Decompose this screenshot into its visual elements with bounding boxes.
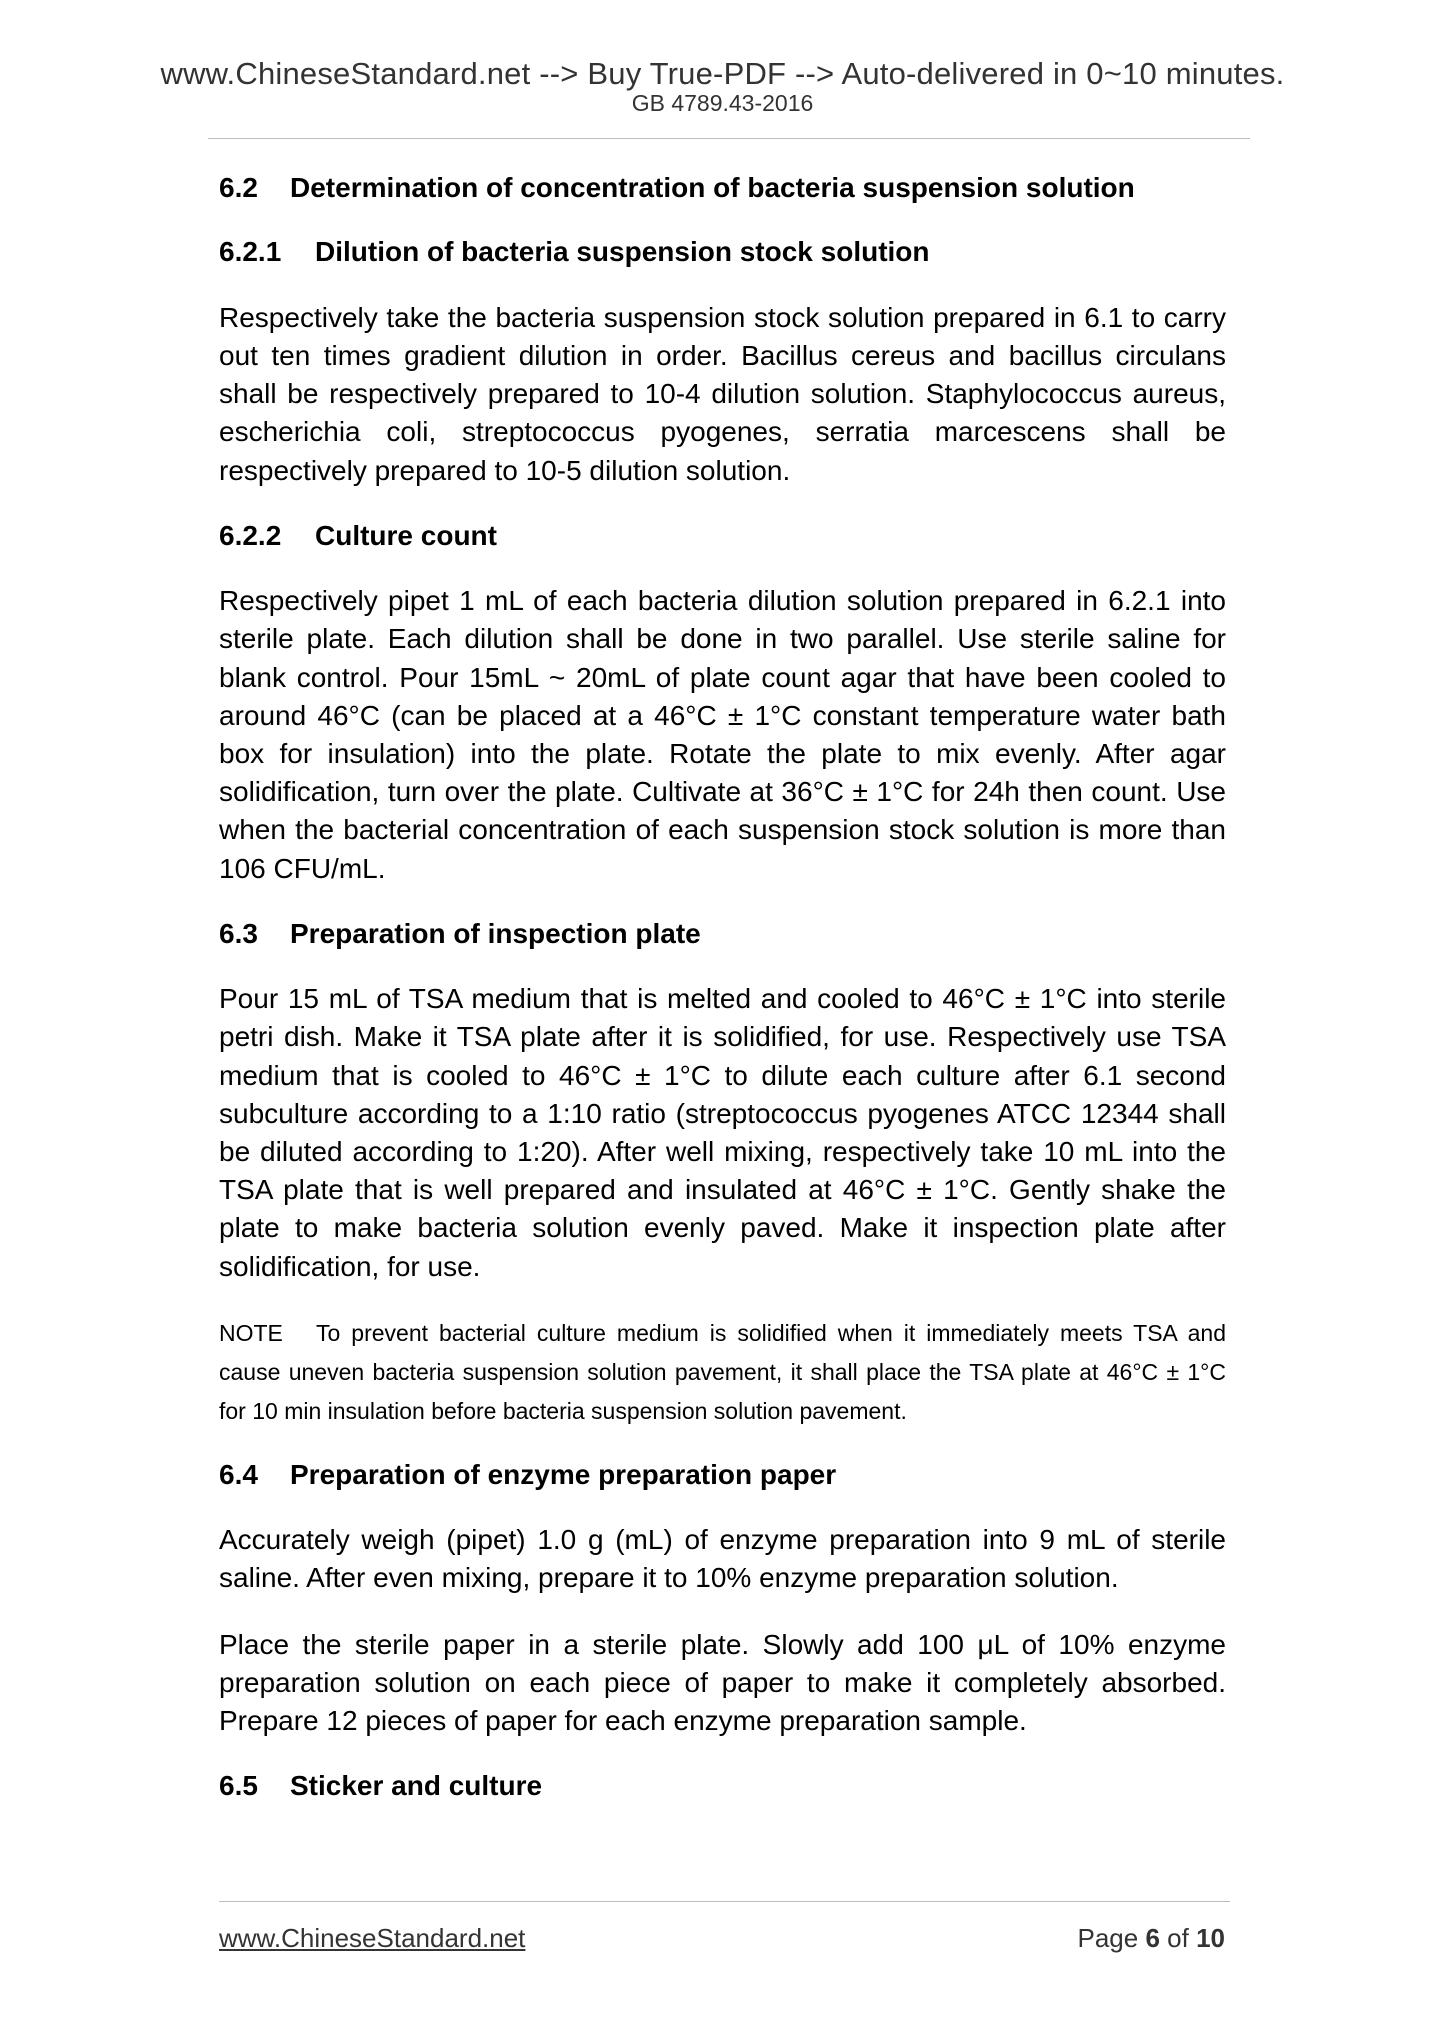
section-number: 6.2.2 [219,519,282,551]
section-heading-6-3 [219,916,1226,952]
section-number: 6.2.1 [219,236,282,268]
header-divider [208,138,1250,139]
section-number: 6.2 [219,172,258,203]
note-label: NOTE [219,1319,283,1346]
section-number: 6.5 [219,1770,258,1802]
section-heading-6-2-1 [219,234,1226,270]
paragraph-6-2-1: Respectively take the bacteria suspension stock solution prepared in 6.1 to carry out ten times gradient dilution in order. Bacillus cereus and bacillus circulans shall be respectively prepared to 10-4 dilution solution. Staphylococcus aureus, escherichia coli, streptococcus pyogenes, serratia marcescens shall be respectively prepared to 10-5 dilution solution. [219,301,1226,486]
footer-divider [219,1901,1230,1902]
footer-site-link[interactable]: www.ChineseStandard.net [219,1923,526,1953]
section-heading-6-4 [219,1457,1226,1493]
section-heading-6-2-2 [219,518,1226,554]
page-of: of [1167,1923,1189,1953]
note-text: To prevent bacterial culture medium is solidified when it immediately meets TSA and cause uneven bacteria suspension solution pavement, it shall place the TSA plate at 46°C ± 1°C for 10 min insulation before bacteria suspension solution pavement. [219,1319,1226,1424]
section-number: 6.3 [219,917,258,949]
paragraph-6-4-b: Place the sterile paper in a sterile plate. Slowly add 100 μL of 10% enzyme preparation solution on each piece of paper to make it completely absorbed. Prepare 12 pieces of paper for each enzyme preparation sample. [219,1628,1226,1737]
page-total: 10 [1196,1923,1225,1953]
paragraph-6-3: Pour 15 mL of TSA medium that is melted and cooled to 46°C ± 1°C into sterile petri dish. Make it TSA plate after it is solidified, for use. Respectively use TSA medium that is cooled to 46°C ± 1°C to dilute each culture after 6.1 second subculture according to a 1:10 ratio (streptococcus pyogenes ATCC 12344 shall be diluted according to 1:20). After well mixing, respectively take 10 mL into the TSA plate that is well prepared and insulated at 46°C ± 1°C. Gently shake the plate to make bacteria solution evenly paved. Make it inspection plate after solidification, for use. [219,983,1226,1282]
paragraph-6-2-2: Respectively pipet 1 mL of each bacteria dilution solution prepared in 6.2.1 into sterile plate. Each dilution shall be done in two parallel. Use sterile saline for blank control. Pour 15mL ~ 20mL of plate count agar that have been cooled to around 46°C (can be placed at a 46°C ± 1°C constant temperature water bath box for insulation) into the plate. Rotate the plate to mix evenly. After agar solidification, turn over the plate. Cultivate at 36°C ± 1°C for 24h then count. Use when the bacterial concentration of each suspension stock solution is more than 106 CFU/mL. [219,585,1226,884]
site-banner[interactable]: www.ChineseStandard.net --> Buy True-PDF --> Auto-delivered in 0~10 minutes. [160,56,1285,91]
section-heading-6-2 [219,170,1226,206]
note-6-3 [219,1314,1226,1431]
document-body [219,170,1226,1833]
section-title: Determination of concentration of bacteria suspension solution [290,172,1135,203]
section-heading-6-5 [219,1768,1226,1804]
section-number: 6.4 [219,1458,258,1490]
section-title: Dilution of bacteria suspension stock solution [315,236,930,268]
section-title: Sticker and culture [290,1770,543,1802]
page-current: 6 [1145,1923,1160,1953]
page-prefix: Page [1077,1923,1139,1953]
section-title: Preparation of enzyme preparation paper [290,1458,837,1490]
section-title: Culture count [315,519,497,551]
paragraph-6-4-a: Accurately weigh (pipet) 1.0 g (mL) of enzyme preparation into 9 mL of sterile saline. After even mixing, prepare it to 10% enzyme preparation solution. [219,1524,1226,1594]
standard-number: GB 4789.43-2016 [631,90,814,116]
page-indicator [1077,1925,1225,1951]
section-title: Preparation of inspection plate [290,917,701,949]
